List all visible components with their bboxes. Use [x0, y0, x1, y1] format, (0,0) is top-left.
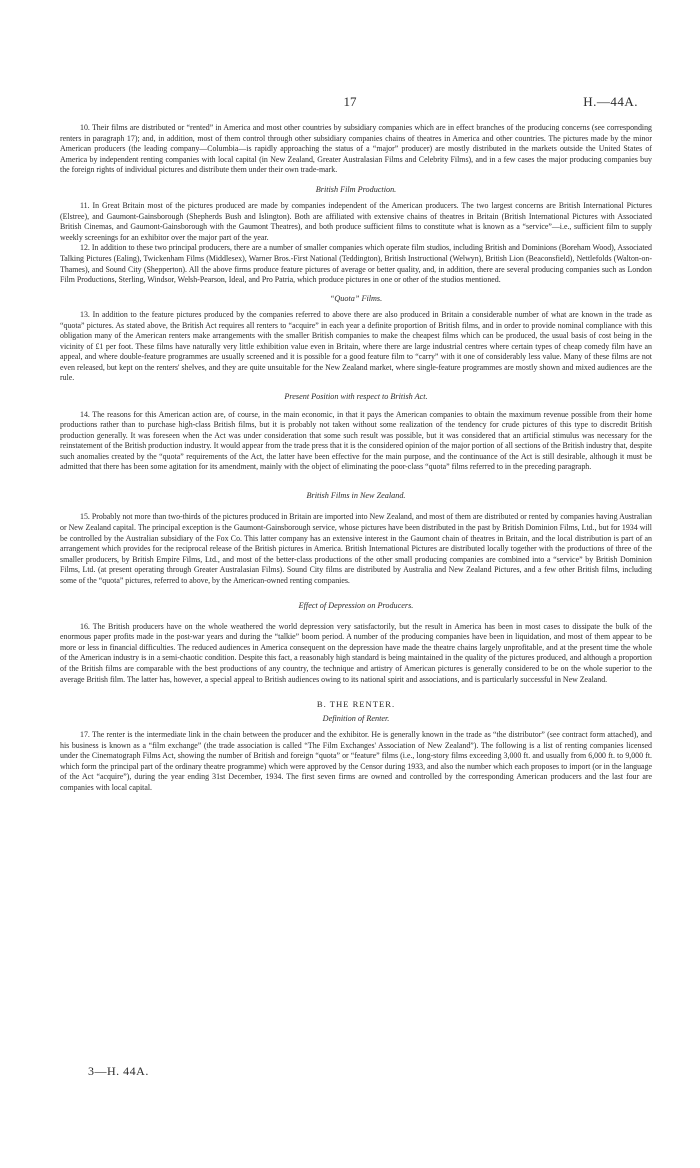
section-subheading: Effect of Depression on Producers. [298, 601, 414, 611]
paragraph: 12. In addition to these two principal producers, there are a number of smaller companies which operate film studios, including British and Dominions (Boreham Wood), Associated Talking Pictures (Ealing), Twickenham Films (Middlesex), Warner Bros.-First National (Teddington), British Instructional (Welwyn), British Lion (Beaconsfield), Nettlefolds (Walton-on-Thames), and Sound City (Shepperton). All the above firms produce feature pictures of average or better quality, and, in addition, there are several producing companies such as London Film Productions, Sterling, Windsor, Welsh-Pearson, Ideal, and Pro Patria, which produce pictures in one or other of the studios mentioned. [60, 243, 652, 285]
paragraph: 10. Their films are distributed or “rented” in America and most other countries by subsidiary companies which are in effect branches of the producing concerns (see corresponding renters in paragraph 17); and, in addition, most of them control through other subsidiary companies chains of theatres in America and other countries. The pictures made by the minor American producers (the leading company—Columbia—is rapidly approaching the status of a “major” producer) are mostly distributed in the markets outside the United States of America by independent renting companies with local capital (in New Zealand, Greater Australasian Films and Celebrity Films), and in a few cases the major producing companies buy the foreign rights of individual pictures and distribute them under their own trade-mark. [60, 123, 652, 175]
section-subheading: Present Position with respect to British Act. [284, 392, 428, 402]
section-subheading: Definition of Renter. [322, 713, 390, 723]
paragraph: 11. In Great Britain most of the pictures produced are made by companies independent of the American producers. The two largest concerns are British International Pictures (Elstree), and Gaumont-Gainsborough (Shepherds Bush and Islington). Both are affiliated with extensive chains of theatres in Britain (British International Pictures with Associated British Cinemas, and Gaumont-Gainsborough with the Gaumont Theatres), and both produce sufficient films to constitute what is known as a “service”—i.e., sufficient film to supply weekly screenings for an exhibitor over the major part of the year. [60, 201, 652, 242]
paragraph: 16. The British producers have on the whole weathered the world depression very satisfactorily, but the result in America has been in most cases to dissipate the bulk of the enormous paper profits made in the post-war years and during the “talkie” boom period. A number of the producing companies have been in liquidation, and most of them appear to be more or less in financial difficulties. The reduced audiences in America consequent on the depression have made the theatre chains largely unprofitable, and at the present time the whole of the American industry is in a semi-chaotic condition. Despite this fact, a reasonably high standard is being maintained in the quality of the pictures produced, and although a proportion of the British films are comparable with the best productions of any country, the technique and artistry of American pictures is generally considered to be on the whole superior to the average British film. The latter has, however, a special appeal to British audiences owing to its national spirit and associations, and is particularly successful in New Zealand. [60, 621, 652, 684]
paragraph: 13. In addition to the feature pictures produced by the companies referred to above there are also produced in Britain a considerable number of what are known in the trade as “quota” pictures. As stated above, the British Act requires all renters to “acquire” in each year a definite proportion of British films, and in order to provide nominal compliance with this obligation many of the American renters make arrangements with the smaller British companies to make the cheapest films which can be produced, the usual basis of cost being in the vicinity of £1 per foot. These films have naturally very little exhibition value even in Britain, where there are large industrial centres where certain types of cheap comedy film have an appeal, and where double-feature programmes are usually screened and it is possible for a good feature film to “carry” with it one of considerably less value. Many of these films are not even released, but kept on the renters' shelves, and they are quite unsuitable for the New Zealand market, where single-feature programmes are mostly shown and mixed audiences are the rule. [60, 310, 652, 383]
section-subheading: British Film Production. [315, 184, 397, 194]
footer-reference: 3—H. 44A. [88, 1064, 149, 1078]
page-number: 17 [343, 94, 357, 109]
document-reference: H.—44A. [583, 94, 638, 109]
document-body [60, 123, 652, 793]
section-subheading: “Quota” Films. [329, 293, 383, 303]
paragraph: 15. Probably not more than two-thirds of the pictures produced in Britain are imported into New Zealand, and most of them are distributed or rented by companies having Australian or New Zealand capital. The principal exception is the Gaumont-Gainsborough service, whose pictures have been distributed in the past by British Dominion Films, Ltd., but for 1934 will be controlled by the Australian subsidiary of the Fox Co. This latter company has an extensive interest in the Gaumont chain of theatres in Britain, and the local distribution is part of an arrangement which provides for the reciprocal release of the British pictures in America. British International Pictures are distributed locally together with the productions of three of the smaller producers, by British Empire Films, Ltd., and most of the better-class productions of the other small producing companies are combined into a “service” by British Dominion Films, Ltd. (at present operating through Greater Australasian Films). Sound City films are distributed by Australia and New Zealand Pictures, and a few other British films, including some of the “quota” pictures, referred to above, by the American-owned renting companies. [60, 512, 652, 585]
paragraph: 17. The renter is the intermediate link in the chain between the producer and the exhibitor. He is generally known in the trade as “the distributor” (see contract form attached), and his business is known as a “film exchange” (the trade association is called “The Film Exchanges' Association of New Zealand”). The following is a list of renting companies licensed under the Cinematograph Films Act, showing the number of British and foreign “quota” or “feature” films (i.e., long-story films exceeding 3,000 ft. and usually from 6,000 ft. to 9,000 ft. which form the principal part of the ordinary theatre programme) which were approved by the Censor during 1933, and also the number which each proposes to import (or in the language of the Act “acquire”), during the year ending 31st December, 1934. The first seven firms are owned and controlled by the corresponding American producers and the last four are companies with local capital. [60, 730, 652, 792]
paragraph: 14. The reasons for this American action are, of course, in the main economic, in that it pays the American companies to obtain the maximum revenue possible from their home productions rather than to purchase high-class British films, but it is probably not taken without some realization of the tendency for crude pictures of this type to discredit British production generally. It was foreseen when the Act was under consideration that some such result was possible, but it was considered that an artificial stimulus was necessary for the reinstatement of the British production industry. It would appear from the trade press that it is the considered opinion of the major portion of all sections of the British industry that, despite such anomalies created by the “quota” requirements of the Act, the latter have been effective for the main purpose, and the continuance of the Act is still desirable, although it must be admitted that there has been some agitation for its amendment, mainly with the object of eliminating the poor-class “quota” films referred to in the preceding paragraph. [60, 409, 652, 472]
section-heading: B. THE RENTER. [316, 699, 396, 710]
section-subheading: British Films in New Zealand. [306, 490, 406, 500]
